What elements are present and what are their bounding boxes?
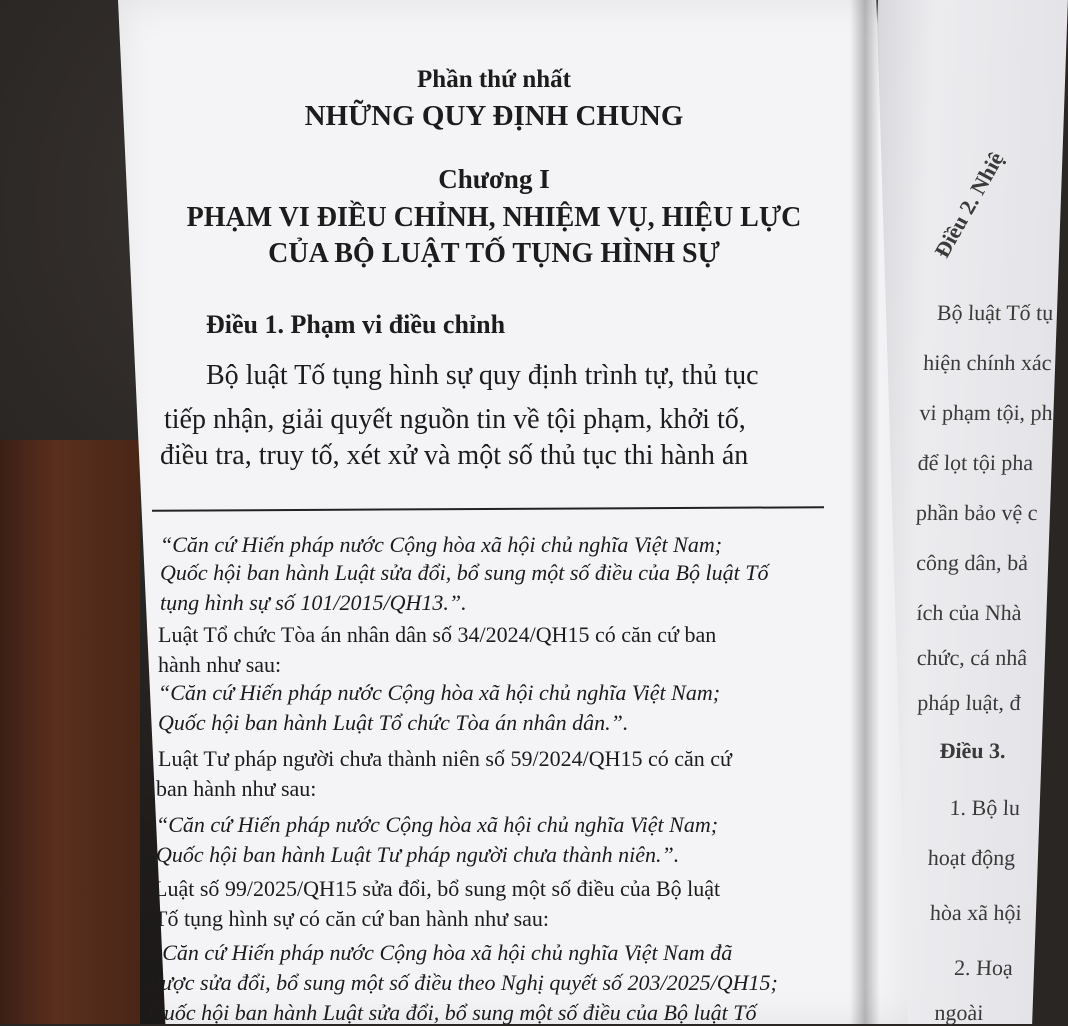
- footnote-line: được sửa đổi, bổ sung một số điều theo Nghị quyết số 203/2025/QH15;: [150, 970, 778, 995]
- right-page-line: hiện chính xác: [922, 350, 1052, 375]
- right-page-line: 1. Bộ lu: [949, 795, 1021, 820]
- footnote-line: Luật Tổ chức Tòa án nhân dân số 34/2024/QH15 có căn cứ ban: [158, 622, 717, 647]
- main-page: [118, 0, 908, 1024]
- footnote-line: tụng hình sự số 101/2015/QH13.”.: [160, 590, 467, 615]
- chapter-subtitle-line-2: CỦA BỘ LUẬT TỐ TỤNG HÌNH SỰ: [268, 238, 720, 269]
- chapter-title: Chương I: [438, 164, 550, 194]
- wood-surface: [0, 440, 140, 1024]
- page-shadow: [850, 0, 880, 1024]
- footnote-line: “Căn cứ Hiến pháp nước Cộng hòa xã hội chủ nghĩa Việt Nam;: [160, 532, 723, 557]
- part-subtitle: NHỮNG QUY ĐỊNH CHUNG: [304, 100, 684, 132]
- part-title: Phần thứ nhất: [417, 66, 571, 93]
- right-page-line: ích của Nhà: [916, 600, 1022, 625]
- footnote-line: Quốc hội ban hành Luật Tổ chức Tòa án nhân dân.”.: [158, 710, 629, 735]
- article-line: điều tra, truy tố, xét xử và một số thủ tục thi hành án: [160, 440, 749, 471]
- right-page-line: để lọt tội pha: [917, 450, 1034, 475]
- footnote-line: “Căn cứ Hiến pháp nước Cộng hòa xã hội chủ nghĩa Việt Nam;: [156, 812, 719, 837]
- footnote-line: hành như sau:: [158, 652, 282, 677]
- right-page-line: chức, cá nhâ: [916, 645, 1028, 670]
- right-page-line: hoạt động: [927, 845, 1016, 870]
- right-page-line: pháp luật, đ: [916, 690, 1022, 715]
- chapter-subtitle-line-1: PHẠM VI ĐIỀU CHỈNH, NHIỆM VỤ, HIỆU LỰC: [186, 202, 802, 233]
- right-page-line: 2. Hoạ: [953, 955, 1014, 980]
- article-title: Điều 1. Phạm vi điều chỉnh: [206, 310, 506, 339]
- article-line: Bộ luật Tố tụng hình sự quy định trình tự, thủ tục: [206, 360, 759, 391]
- right-page-line: phần bảo vệ c: [915, 500, 1038, 525]
- footnote-line: “Căn cứ Hiến pháp nước Cộng hòa xã hội chủ nghĩa Việt Nam đã: [150, 940, 733, 965]
- right-page-line: vi phạm tội, ph: [919, 400, 1054, 425]
- right-page-line: Điều 2. Nhiệ: [929, 148, 1009, 262]
- footnote-line: “Căn cứ Hiến pháp nước Cộng hòa xã hội chủ nghĩa Việt Nam;: [158, 680, 721, 705]
- right-page-line: Bộ luật Tố tụ: [936, 300, 1054, 325]
- right-page-line: Điều 3.: [939, 738, 1007, 763]
- footnote-line: Quốc hội ban hành Luật sửa đổi, bổ sung một số điều của Bộ luật Tố: [148, 1000, 757, 1025]
- footnote-line: Luật Tư pháp người chưa thành niên số 59/2024/QH15 có căn cứ: [158, 746, 732, 771]
- footnote-line: Quốc hội ban hành Luật Tư pháp người chưa thành niên.”.: [156, 842, 680, 867]
- article-line: tiếp nhận, giải quyết nguồn tin về tội phạm, khởi tố,: [164, 404, 746, 435]
- footnote-line: Luật số 99/2025/QH15 sửa đổi, bổ sung một số điều của Bộ luật: [154, 876, 721, 901]
- footnote-line: ban hành như sau:: [156, 776, 317, 801]
- right-page-line: ngoài: [934, 1000, 984, 1025]
- right-page-line: hòa xã hội: [929, 900, 1023, 925]
- footnote-line: Tố tụng hình sự có căn cứ ban hành như sau:: [154, 906, 550, 931]
- footnote-line: Quốc hội ban hành Luật sửa đổi, bổ sung một số điều của Bộ luật Tố: [160, 560, 769, 585]
- right-page-line: công dân, bả: [915, 550, 1029, 575]
